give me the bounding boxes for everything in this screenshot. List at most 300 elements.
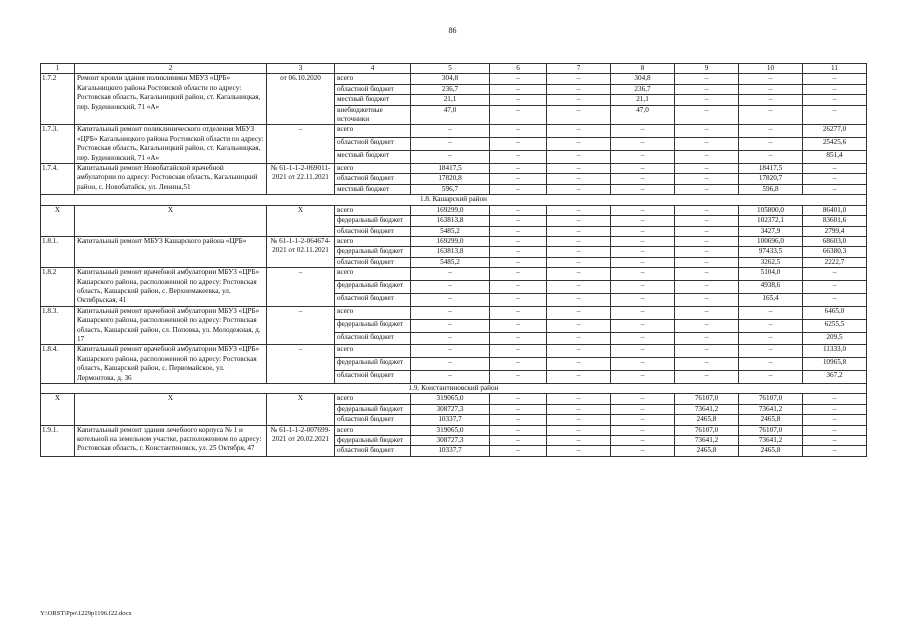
value-cell: – xyxy=(490,436,547,446)
value-cell: – xyxy=(547,345,611,358)
item-document: № 61-1-1-2-069011-2021 от 22.11.2021 xyxy=(267,164,335,195)
item-number: Х xyxy=(41,205,75,236)
value-cell: – xyxy=(411,268,490,281)
value-cell: – xyxy=(675,138,739,151)
value-cell: – xyxy=(611,415,675,425)
item-document: – xyxy=(267,268,335,307)
item-name: Х xyxy=(75,394,267,425)
value-cell: – xyxy=(675,345,739,358)
value-cell: – xyxy=(547,138,611,151)
value-cell: – xyxy=(547,205,611,215)
value-cell: – xyxy=(490,394,547,404)
value-cell: – xyxy=(739,345,803,358)
header-row xyxy=(41,64,867,74)
value-cell: – xyxy=(675,74,739,84)
value-cell: 2799,4 xyxy=(803,226,867,236)
item-document: – xyxy=(267,125,335,164)
value-cell: 165,4 xyxy=(739,293,803,306)
value-cell: – xyxy=(490,184,547,194)
value-cell: – xyxy=(803,184,867,194)
item-name: Х xyxy=(75,205,267,236)
value-cell: – xyxy=(547,371,611,384)
value-cell: 73641,2 xyxy=(739,404,803,414)
value-cell: – xyxy=(803,164,867,174)
value-cell: – xyxy=(803,446,867,456)
header-col-9: 9 xyxy=(675,64,739,74)
funding-source: всего xyxy=(335,205,411,215)
value-cell: – xyxy=(675,358,739,371)
value-cell: – xyxy=(739,84,803,94)
funding-table xyxy=(40,63,867,457)
funding-source: местный бюджет xyxy=(335,95,411,105)
value-cell: – xyxy=(547,425,611,435)
value-cell: – xyxy=(490,371,547,384)
value-cell: – xyxy=(490,236,547,246)
value-cell: 47,0 xyxy=(411,105,490,125)
value-cell: – xyxy=(547,404,611,414)
value-cell: – xyxy=(490,293,547,306)
value-cell: 163813,8 xyxy=(411,247,490,257)
value-cell: – xyxy=(675,236,739,246)
value-cell: – xyxy=(675,84,739,94)
value-cell: 6465,0 xyxy=(803,306,867,319)
funding-source: всего xyxy=(335,74,411,84)
value-cell: – xyxy=(490,446,547,456)
value-cell: – xyxy=(739,371,803,384)
value-cell: 308727,3 xyxy=(411,404,490,414)
value-cell: – xyxy=(611,205,675,215)
value-cell: – xyxy=(803,281,867,294)
file-path-footer: Y:\ORST\Ppo\1229p1196.f22.docx xyxy=(40,610,132,617)
value-cell: – xyxy=(411,125,490,138)
value-cell: – xyxy=(547,226,611,236)
value-cell: – xyxy=(547,436,611,446)
value-cell: – xyxy=(611,293,675,306)
value-cell: – xyxy=(547,306,611,319)
table-row xyxy=(41,74,867,84)
value-cell: 11333,0 xyxy=(803,345,867,358)
value-cell: – xyxy=(547,332,611,345)
value-cell: – xyxy=(675,247,739,257)
value-cell: 2222,7 xyxy=(803,257,867,267)
value-cell: – xyxy=(675,257,739,267)
value-cell: – xyxy=(490,268,547,281)
value-cell: 2465,8 xyxy=(739,415,803,425)
value-cell: 21,1 xyxy=(411,95,490,105)
funding-source: федеральный бюджет xyxy=(335,281,411,294)
value-cell: – xyxy=(675,151,739,164)
value-cell: – xyxy=(803,404,867,414)
header-col-11: 11 xyxy=(803,64,867,74)
value-cell: – xyxy=(547,95,611,105)
value-cell: – xyxy=(739,74,803,84)
value-cell: 66380,3 xyxy=(803,247,867,257)
value-cell: 319065,0 xyxy=(411,425,490,435)
value-cell: 236,7 xyxy=(611,84,675,94)
item-name: Капитальный ремонт здания лечебного корпуса № 1 и котельной на земельном участке, расположенном по адресу: Ростовская область, г. Константиновск, ул. 25 Октября, 47 xyxy=(75,425,267,456)
value-cell: – xyxy=(803,105,867,125)
item-document: № 61-1-1-2-007699-2021 от 20.02.2021 xyxy=(267,425,335,456)
value-cell: – xyxy=(490,358,547,371)
value-cell: – xyxy=(611,371,675,384)
funding-source: всего xyxy=(335,164,411,174)
value-cell: 76107,0 xyxy=(675,394,739,404)
value-cell: 236,7 xyxy=(411,84,490,94)
page-number: 86 xyxy=(448,26,457,35)
value-cell: – xyxy=(547,247,611,257)
value-cell: 18417,5 xyxy=(739,164,803,174)
value-cell: – xyxy=(611,174,675,184)
value-cell: – xyxy=(675,319,739,332)
value-cell: – xyxy=(611,425,675,435)
value-cell: 83601,6 xyxy=(803,216,867,226)
item-number: 1.8.3. xyxy=(41,306,75,345)
funding-source: федеральный бюджет xyxy=(335,319,411,332)
value-cell: – xyxy=(490,306,547,319)
value-cell: – xyxy=(490,332,547,345)
value-cell: – xyxy=(547,268,611,281)
value-cell: 308727,3 xyxy=(411,436,490,446)
value-cell: 3262,5 xyxy=(739,257,803,267)
value-cell: – xyxy=(675,371,739,384)
value-cell: – xyxy=(803,293,867,306)
value-cell: – xyxy=(411,371,490,384)
value-cell: – xyxy=(490,205,547,215)
funding-source: федеральный бюджет xyxy=(335,358,411,371)
table-row xyxy=(41,125,867,138)
value-cell: – xyxy=(547,125,611,138)
funding-source: областной бюджет xyxy=(335,415,411,425)
value-cell: – xyxy=(411,332,490,345)
value-cell: – xyxy=(547,319,611,332)
value-cell: 47,0 xyxy=(611,105,675,125)
value-cell: – xyxy=(675,105,739,125)
value-cell: – xyxy=(739,358,803,371)
value-cell: – xyxy=(547,216,611,226)
item-number: 1.7.2 xyxy=(41,74,75,125)
value-cell: – xyxy=(490,105,547,125)
value-cell: – xyxy=(803,74,867,84)
value-cell: – xyxy=(611,164,675,174)
value-cell: 3427,9 xyxy=(739,226,803,236)
value-cell: 163813,8 xyxy=(411,216,490,226)
value-cell: 4938,6 xyxy=(739,281,803,294)
value-cell: – xyxy=(490,281,547,294)
value-cell: – xyxy=(739,95,803,105)
funding-source: областной бюджет xyxy=(335,84,411,94)
item-name: Капитальный ремонт МБУЗ Кашарского района «ЦРБ» xyxy=(75,236,267,267)
value-cell: – xyxy=(611,268,675,281)
value-cell: – xyxy=(611,247,675,257)
value-cell: – xyxy=(490,319,547,332)
item-name: Капитальный ремонт Новобатайской врачебной амбулатории по адресу: Ростовская область, Кагальницкий район, с. Новобатайск, ул. Ленина,51 xyxy=(75,164,267,195)
header-col-10: 10 xyxy=(739,64,803,74)
value-cell: – xyxy=(490,216,547,226)
value-cell: 26277,0 xyxy=(803,125,867,138)
table-row xyxy=(41,236,867,246)
value-cell: – xyxy=(611,226,675,236)
value-cell: – xyxy=(411,358,490,371)
item-document: – xyxy=(267,306,335,345)
item-number: 1.8.2 xyxy=(41,268,75,307)
value-cell: – xyxy=(490,415,547,425)
value-cell: 102372,1 xyxy=(739,216,803,226)
table-row xyxy=(41,394,867,404)
table-row xyxy=(41,205,867,215)
value-cell: – xyxy=(675,95,739,105)
value-cell: – xyxy=(411,319,490,332)
value-cell: – xyxy=(611,306,675,319)
value-cell: – xyxy=(490,345,547,358)
value-cell: 73641,2 xyxy=(675,404,739,414)
funding-source: областной бюджет xyxy=(335,446,411,456)
funding-source: местный бюджет xyxy=(335,151,411,164)
value-cell: – xyxy=(675,205,739,215)
value-cell: – xyxy=(611,319,675,332)
value-cell: – xyxy=(739,306,803,319)
header-col-7: 7 xyxy=(547,64,611,74)
value-cell: – xyxy=(490,74,547,84)
item-number: 1.9.1. xyxy=(41,425,75,456)
value-cell: – xyxy=(675,174,739,184)
value-cell: 209,5 xyxy=(803,332,867,345)
funding-source: федеральный бюджет xyxy=(335,404,411,414)
value-cell: 97433,5 xyxy=(739,247,803,257)
value-cell: 17820,7 xyxy=(739,174,803,184)
value-cell: – xyxy=(611,358,675,371)
value-cell: – xyxy=(490,151,547,164)
value-cell: – xyxy=(547,257,611,267)
value-cell: – xyxy=(490,84,547,94)
value-cell: 169299,0 xyxy=(411,205,490,215)
value-cell: 596,7 xyxy=(411,184,490,194)
item-number: 1.7.4. xyxy=(41,164,75,195)
value-cell: – xyxy=(490,257,547,267)
funding-source: местный бюджет xyxy=(335,184,411,194)
funding-source: областной бюджет xyxy=(335,293,411,306)
value-cell: 6255,5 xyxy=(803,319,867,332)
value-cell: – xyxy=(547,174,611,184)
item-name: Капитальный ремонт врачебной амбулатории МБУЗ «ЦРБ» Кашарского района, расположенной по адресу: Ростовская область, Кашарский район, сл. Поповка, ул. Молодежная, д. 17 xyxy=(75,306,267,345)
value-cell: – xyxy=(739,105,803,125)
value-cell: – xyxy=(803,268,867,281)
value-cell: – xyxy=(490,164,547,174)
value-cell: – xyxy=(611,436,675,446)
value-cell: – xyxy=(675,332,739,345)
value-cell: – xyxy=(675,268,739,281)
funding-source: областной бюджет xyxy=(335,138,411,151)
funding-source: всего xyxy=(335,306,411,319)
value-cell: – xyxy=(803,394,867,404)
value-cell: – xyxy=(547,164,611,174)
item-name: Капитальный ремонт поликлинического отделения МБУЗ «ЦРБ» Кагальницкого района Ростовской области по адресу: Ростовская область, Кагальницкий район, ст. Кагальницкая, пер. Буденновский, 71 «А» xyxy=(75,125,267,164)
value-cell: – xyxy=(547,84,611,94)
funding-source: всего xyxy=(335,268,411,281)
value-cell: 18417,5 xyxy=(411,164,490,174)
value-cell: – xyxy=(547,236,611,246)
funding-source: всего xyxy=(335,425,411,435)
table-row xyxy=(41,425,867,435)
value-cell: 76107,0 xyxy=(739,394,803,404)
value-cell: – xyxy=(611,332,675,345)
value-cell: – xyxy=(803,415,867,425)
value-cell: – xyxy=(490,174,547,184)
value-cell: – xyxy=(411,293,490,306)
section-title-row xyxy=(41,195,867,205)
value-cell: – xyxy=(611,394,675,404)
value-cell: 10965,8 xyxy=(803,358,867,371)
value-cell: – xyxy=(547,415,611,425)
value-cell: – xyxy=(803,436,867,446)
value-cell: – xyxy=(803,174,867,184)
value-cell: 21,1 xyxy=(611,95,675,105)
value-cell: – xyxy=(611,281,675,294)
value-cell: – xyxy=(490,425,547,435)
funding-source: федеральный бюджет xyxy=(335,216,411,226)
header-col-8: 8 xyxy=(611,64,675,74)
item-name: Капитальный ремонт врачебной амбулатории МБУЗ «ЦРБ» Кашарского района, расположенной по адресу: Ростовская область, Кашарский район, с. Первомайское, ул. Лермонтова, д. 36 xyxy=(75,345,267,384)
funding-source: всего xyxy=(335,125,411,138)
value-cell: – xyxy=(675,226,739,236)
funding-source: внебюджетные источники xyxy=(335,105,411,125)
item-number: 1.7.3. xyxy=(41,125,75,164)
value-cell: – xyxy=(611,151,675,164)
header-col-1: 1 xyxy=(41,64,75,74)
section-title: 1.8. Кашарский район xyxy=(41,195,867,205)
value-cell: – xyxy=(411,281,490,294)
value-cell: – xyxy=(675,216,739,226)
item-number: 1.8.4. xyxy=(41,345,75,384)
value-cell: – xyxy=(675,184,739,194)
value-cell: – xyxy=(675,125,739,138)
header-col-4: 4 xyxy=(335,64,411,74)
value-cell: 2465,8 xyxy=(739,446,803,456)
value-cell: – xyxy=(611,404,675,414)
item-document: – xyxy=(267,345,335,384)
value-cell: – xyxy=(411,138,490,151)
funding-source: областной бюджет xyxy=(335,371,411,384)
value-cell: 17820,8 xyxy=(411,174,490,184)
value-cell: – xyxy=(547,74,611,84)
table-row xyxy=(41,164,867,174)
value-cell: – xyxy=(547,105,611,125)
item-document: Х xyxy=(267,394,335,425)
value-cell: 169299,0 xyxy=(411,236,490,246)
item-name: Ремонт кровли здания поликлиники МБУЗ «ЦРБ» Кагальницкого района Ростовской области по адресу: Ростовская область, Кагальницкий район, ст. Кагальницкая, пер. Буденновский, 71 «А» xyxy=(75,74,267,125)
value-cell: 304,8 xyxy=(411,74,490,84)
value-cell: – xyxy=(547,293,611,306)
value-cell: – xyxy=(547,394,611,404)
value-cell: – xyxy=(611,138,675,151)
header-col-2: 2 xyxy=(75,64,267,74)
value-cell: – xyxy=(611,236,675,246)
section-title: 1.9. Константиновский район xyxy=(41,384,867,394)
value-cell: – xyxy=(547,281,611,294)
item-document: от 06.10.2020 xyxy=(267,74,335,125)
value-cell: – xyxy=(675,164,739,174)
value-cell: 319065,0 xyxy=(411,394,490,404)
value-cell: 2465,8 xyxy=(675,415,739,425)
value-cell: – xyxy=(611,125,675,138)
table-row xyxy=(41,345,867,358)
value-cell: 100696,0 xyxy=(739,236,803,246)
value-cell: – xyxy=(611,257,675,267)
header-col-6: 6 xyxy=(490,64,547,74)
value-cell: – xyxy=(739,151,803,164)
value-cell: – xyxy=(739,125,803,138)
item-name: Капитальный ремонт врачебной амбулатории МБУЗ «ЦРБ» Кашарского района, расположенной по адресу: Ростовская область, Кашарский район, с. Верхнемакеевка, ул. Октябрьская, 41 xyxy=(75,268,267,307)
funding-source: федеральный бюджет xyxy=(335,247,411,257)
value-cell: 25425,6 xyxy=(803,138,867,151)
value-cell: – xyxy=(547,151,611,164)
item-number: 1.8.1. xyxy=(41,236,75,267)
value-cell: – xyxy=(675,293,739,306)
value-cell: 304,8 xyxy=(611,74,675,84)
value-cell: – xyxy=(611,216,675,226)
item-document: № 61-1-1-2-064674-2021 от 02.11.2021 xyxy=(267,236,335,267)
value-cell: – xyxy=(611,446,675,456)
value-cell: – xyxy=(490,404,547,414)
value-cell: – xyxy=(411,151,490,164)
value-cell: – xyxy=(547,446,611,456)
value-cell: – xyxy=(490,226,547,236)
value-cell: 68603,0 xyxy=(803,236,867,246)
value-cell: 5104,0 xyxy=(739,268,803,281)
value-cell: 73641,2 xyxy=(739,436,803,446)
value-cell: – xyxy=(739,319,803,332)
value-cell: 76107,0 xyxy=(739,425,803,435)
value-cell: 86401,0 xyxy=(803,205,867,215)
funding-source: всего xyxy=(335,394,411,404)
value-cell: – xyxy=(611,345,675,358)
value-cell: – xyxy=(547,358,611,371)
value-cell: 851,4 xyxy=(803,151,867,164)
funding-source: всего xyxy=(335,345,411,358)
value-cell: – xyxy=(739,138,803,151)
value-cell: – xyxy=(739,332,803,345)
table-row xyxy=(41,306,867,319)
header-col-5: 5 xyxy=(411,64,490,74)
value-cell: – xyxy=(675,281,739,294)
funding-source: всего xyxy=(335,236,411,246)
funding-source: областной бюджет xyxy=(335,257,411,267)
value-cell: 367,2 xyxy=(803,371,867,384)
value-cell: – xyxy=(490,125,547,138)
value-cell: 10337,7 xyxy=(411,415,490,425)
value-cell: – xyxy=(803,425,867,435)
value-cell: – xyxy=(490,247,547,257)
value-cell: 105800,0 xyxy=(739,205,803,215)
value-cell: 5485,2 xyxy=(411,226,490,236)
item-number: Х xyxy=(41,394,75,425)
header-col-3: 3 xyxy=(267,64,335,74)
value-cell: 10337,7 xyxy=(411,446,490,456)
table-row xyxy=(41,268,867,281)
value-cell: 596,8 xyxy=(739,184,803,194)
value-cell: – xyxy=(490,95,547,105)
funding-source: областной бюджет xyxy=(335,332,411,345)
value-cell: – xyxy=(803,95,867,105)
value-cell: – xyxy=(411,306,490,319)
value-cell: 5485,2 xyxy=(411,257,490,267)
value-cell: 73641,2 xyxy=(675,436,739,446)
value-cell: – xyxy=(490,138,547,151)
value-cell: – xyxy=(803,84,867,94)
value-cell: – xyxy=(547,184,611,194)
funding-source: областной бюджет xyxy=(335,174,411,184)
value-cell: 2465,8 xyxy=(675,446,739,456)
value-cell: – xyxy=(675,306,739,319)
